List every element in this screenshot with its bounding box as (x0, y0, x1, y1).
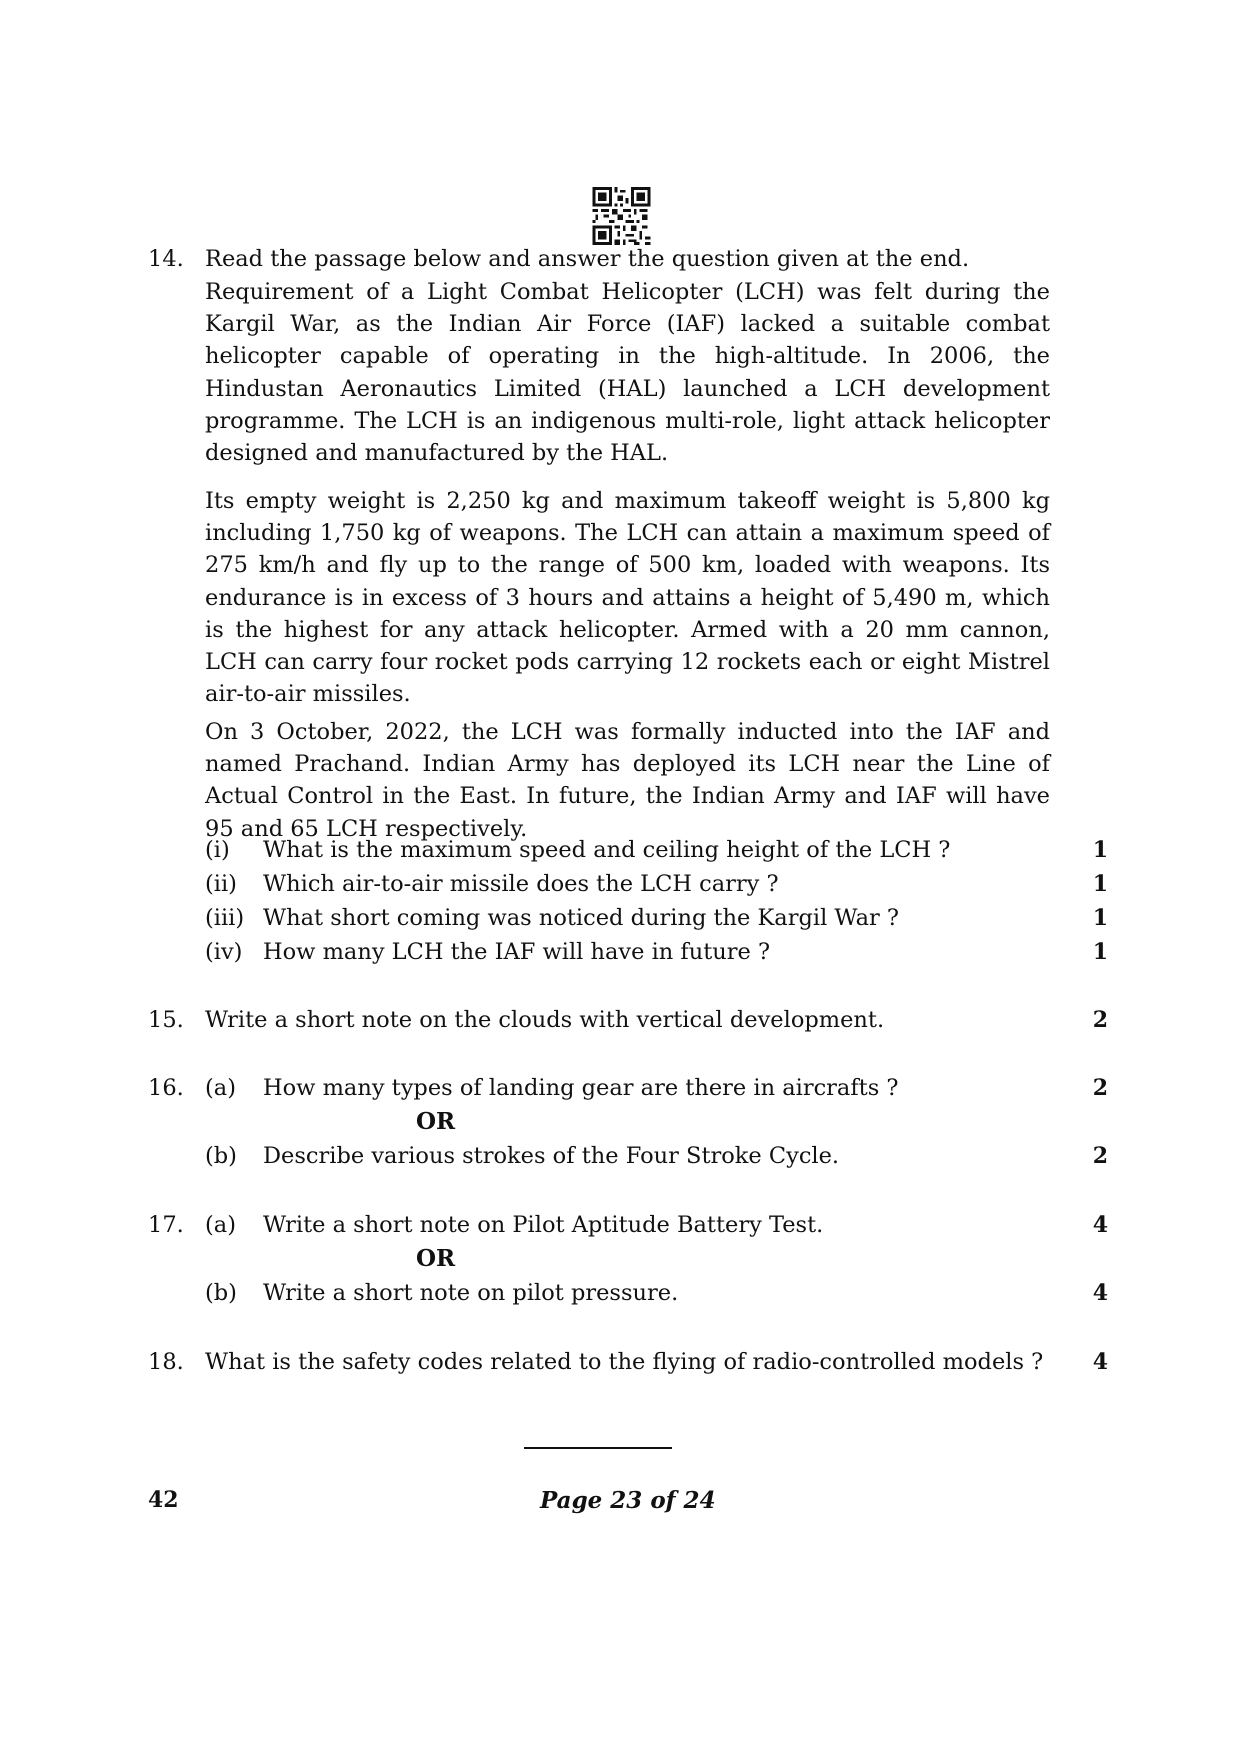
marks: 4 (1092, 1349, 1108, 1375)
or-separator: OR (416, 1245, 456, 1272)
option-label: (b) (205, 1280, 237, 1306)
sub-question-text: What is the maximum speed and ceiling height of the LCH ? (263, 837, 951, 863)
marks: 4 (1092, 1280, 1108, 1306)
marks: 2 (1092, 1007, 1108, 1033)
question-number: 18. (148, 1349, 184, 1375)
option-text: Describe various strokes of the Four Stroke Cycle. (263, 1143, 840, 1169)
option-text: Write a short note on Pilot Aptitude Battery Test. (263, 1212, 824, 1238)
question-number: 15. (148, 1007, 184, 1033)
sub-question-text: How many LCH the IAF will have in future ? (263, 939, 771, 965)
sub-question-label: (iii) (205, 905, 245, 931)
question-number: 16. (148, 1075, 184, 1101)
option-label: (b) (205, 1143, 237, 1169)
option-label: (a) (205, 1075, 236, 1101)
sub-question-label: (ii) (205, 871, 237, 897)
sub-question-label: (iv) (205, 939, 243, 965)
passage-paragraph-1: Requirement of a Light Combat Helicopter (LCH) was felt during the Kargil War, as the Indian Air Force (IAF) lacked a suitable combat helicopter capable of operating in the high-altitude. In 2006, the Hindustan Aeronautics Limited (HAL) launched a LCH development programme. The LCH is an indigenous multi-role, light attack helicopter designed and manufactured by the HAL. (205, 279, 1050, 467)
sub-question-label: (i) (205, 837, 230, 863)
passage-paragraph-2: Its empty weight is 2,250 kg and maximum takeoff weight is 5,800 kg including 1,750 kg of weapons. The LCH can attain a maximum speed of 275 km/h and fly up to the range of 500 km, loaded with weapons. Its endurance is in excess of 3 hours and attains a height of 5,490 m, which is the highest for any attack helicopter. Armed with a 20 mm cannon, LCH can carry four rocket pods carrying 12 rockets each or eight Mistrel air-to-air missiles. (205, 488, 1050, 708)
passage-paragraph-3: On 3 October, 2022, the LCH was formally inducted into the IAF and named Prachand. Indian Army has deployed its LCH near the Line of Actual Control in the East. In future, the Indian Army and IAF will have 95 and 65 LCH respectively. (205, 719, 1050, 842)
page-number: Page 23 of 24 (540, 1487, 716, 1514)
sub-question-text: Which air-to-air missile does the LCH carry ? (263, 871, 779, 897)
sub-question-text: What short coming was noticed during the Kargil War ? (263, 905, 899, 931)
paper-code: 42 (148, 1487, 179, 1513)
marks: 1 (1092, 939, 1108, 965)
marks: 4 (1092, 1212, 1108, 1238)
question-number: 17. (148, 1212, 184, 1238)
question-intro: Read the passage below and answer the question given at the end. (205, 246, 970, 272)
qr-code-icon (592, 187, 651, 245)
marks: 2 (1092, 1075, 1108, 1101)
marks: 1 (1092, 905, 1108, 931)
question-text: Write a short note on the clouds with vertical development. (205, 1007, 885, 1033)
option-label: (a) (205, 1212, 236, 1238)
marks: 1 (1092, 837, 1108, 863)
end-rule (524, 1447, 672, 1449)
question-number: 14. (148, 246, 184, 272)
marks: 2 (1092, 1143, 1108, 1169)
question-text: What is the safety codes related to the flying of radio-controlled models ? (205, 1349, 1044, 1375)
option-text: How many types of landing gear are there in aircrafts ? (263, 1075, 899, 1101)
marks: 1 (1092, 871, 1108, 897)
or-separator: OR (416, 1108, 456, 1135)
option-text: Write a short note on pilot pressure. (263, 1280, 679, 1306)
